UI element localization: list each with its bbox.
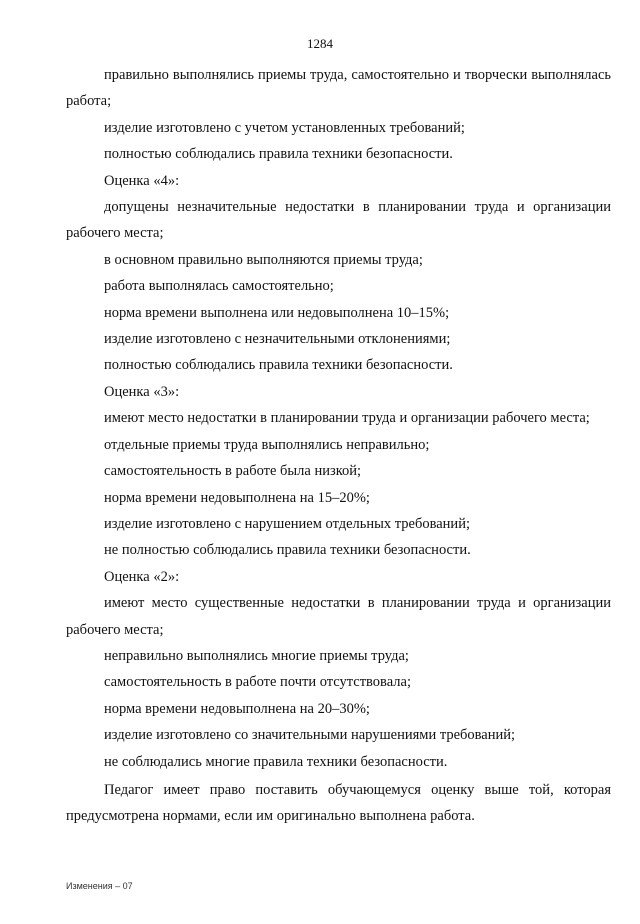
paragraph-8: норма времени выполнена или недовыполнена 10–15%; bbox=[104, 304, 450, 321]
paragraph-3: полностью соблюдались правила техники безопасности. bbox=[104, 146, 453, 163]
paragraph-10: полностью соблюдались правила техники безопасности. bbox=[104, 357, 453, 374]
closing-paragraph: Педагог имеет право поставить обучающемуся оценку выше той, которая предусмотрена нормами, если им оригинально выполнена работа. bbox=[66, 781, 611, 825]
paragraph-14: самостоятельность в работе была низкой; bbox=[104, 463, 362, 480]
paragraph-16: изделие изготовлено с нарушением отдельных требований; bbox=[104, 515, 470, 532]
paragraph-12: имеют место недостатки в планировании труда и организации рабочего места; bbox=[104, 410, 590, 427]
paragraph-5: допущены незначительные недостатки в планировании труда и организации рабочего места; bbox=[66, 199, 611, 242]
paragraph-24: не соблюдались многие правила техники безопасности. bbox=[104, 753, 448, 770]
paragraph-9: изделие изготовлено с незначительными отклонениями; bbox=[104, 331, 451, 348]
paragraph-15: норма времени недовыполнена на 15–20%; bbox=[104, 489, 370, 506]
footer-changes-note: Изменения – 07 bbox=[66, 881, 133, 891]
grade-4-heading: Оценка «4»: bbox=[104, 172, 180, 189]
paragraph-23: изделие изготовлено со значительными нарушениями требований; bbox=[104, 727, 516, 744]
paragraph-19: имеют место существенные недостатки в планировании труда и организации рабочего места; bbox=[66, 595, 611, 638]
grade-2-heading: Оценка «2»: bbox=[104, 568, 180, 585]
grade-3-heading: Оценка «3»: bbox=[104, 383, 180, 400]
paragraph-7: работа выполнялась самостоятельно; bbox=[104, 278, 334, 295]
document-body bbox=[66, 62, 611, 830]
page-number: 1284 bbox=[307, 36, 333, 51]
paragraph-13: отдельные приемы труда выполнялись неправильно; bbox=[104, 436, 430, 453]
paragraph-17: не полностью соблюдались правила техники безопасности. bbox=[104, 542, 471, 559]
paragraph-1: правильно выполнялись приемы труда, самостоятельно и творчески выполнялась работа; bbox=[66, 67, 611, 110]
paragraph-22: норма времени недовыполнена на 20–30%; bbox=[104, 700, 370, 717]
paragraph-6: в основном правильно выполняются приемы труда; bbox=[104, 251, 423, 268]
paragraph-20: неправильно выполнялись многие приемы труда; bbox=[104, 647, 409, 664]
paragraph-2: изделие изготовлено с учетом установленных требований; bbox=[104, 119, 465, 136]
paragraph-21: самостоятельность в работе почти отсутствовала; bbox=[104, 674, 411, 691]
